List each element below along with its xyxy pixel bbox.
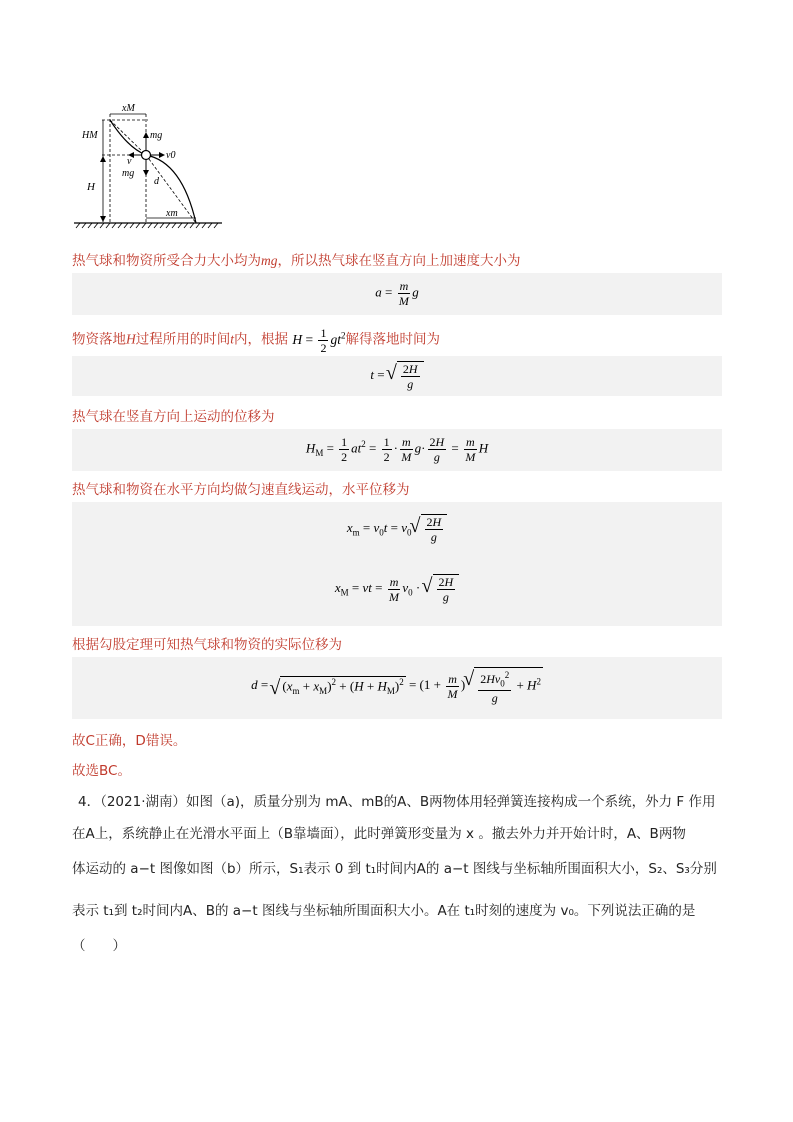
label-v: v xyxy=(127,156,132,167)
label-v0: v0 xyxy=(166,150,176,161)
equation-box-5 xyxy=(72,657,722,719)
text-line-6: 故C正确，D错误。 xyxy=(72,733,187,749)
question-4-line-1: 4．（2021·湖南）如图（a)，质量分别为 mA、mB的A、B两物体用轻弹簧连接构成一个系统，外力 F 作用 xyxy=(78,794,716,810)
text-line-1: 热气球和物资所受合力大小均为mg，所以热气球在竖直方向上加速度大小为 xyxy=(72,253,521,269)
question-4-line-4: 表示 t₁到 t₂时间内A、B的 a−t 图线与坐标轴所围面积大小。A在 t₁时刻的速度为 v₀。下列说法正确的是 xyxy=(72,903,696,919)
label-xM: xM xyxy=(122,103,135,114)
text-line-5: 根据勾股定理可知热气球和物资的实际位移为 xyxy=(72,637,342,653)
equation-box-2 xyxy=(72,356,722,396)
label-xm: xm xyxy=(166,208,178,219)
question-4-line-2: 在A上，系统静止在光滑水平面上（B靠墙面），此时弹簧形变量为 x 。撤去外力并开始计时，A、B两物 xyxy=(72,826,686,842)
text-line-7: 故选BC。 xyxy=(72,763,131,779)
text-line-4: 热气球和物资在水平方向均做匀速直线运动，水平位移为 xyxy=(72,482,410,498)
label-H: H xyxy=(87,181,95,193)
text-line-2: 物资落地H过程所用的时间t内，根据 H = $\frac{1}{2}$ $gt^2$解得落地时间为 xyxy=(72,325,440,355)
text-line-3: 热气球在竖直方向上运动的位移为 xyxy=(72,409,275,425)
equation-t: t = √ $\frac{2H}{g}$ xyxy=(72,361,722,391)
label-mg-top: mg xyxy=(150,130,163,141)
equation-box-3 xyxy=(72,429,722,471)
equation-HM: $H_M$ = $\frac{1}{2}$ $at^2$ = $\frac{1}{2}$ · $\frac{m}{M}$ g· $\frac{2H}{g}$ = $\frac{m}{M}$ H xyxy=(305,435,489,464)
equation-xm: $x_m = v_0t = v_0$ √ $\frac{2H}{g}$ xyxy=(72,514,722,544)
physics-figure xyxy=(70,100,260,232)
equation-box-1 xyxy=(72,273,722,315)
label-mg-bottom: mg xyxy=(122,168,135,179)
label-d: d xyxy=(154,176,159,187)
question-4-line-3: 体运动的 a−t 图像如图（b）所示，S₁表示 0 到 t₁时间内A的 a−t 图线与坐标轴所围面积大小，S₂、S₃分别 xyxy=(72,861,717,877)
equation-d: d = √ $(x_m + x_M)^2 + (H + H_M)^2 = (1$ + $\frac{m}{M}$ ) √ $\frac{2Hv_0^2}{g}$ + $H^2$ xyxy=(72,667,722,705)
label-HM: HM xyxy=(82,130,98,141)
equation-xM: $x_M$ = vt = $\frac{m}{M}$ $v_0$ · √ $\frac{2H}{g}$ xyxy=(72,574,722,604)
equation-box-4 xyxy=(72,502,722,626)
balloon-trajectory-diagram xyxy=(70,100,260,232)
equation-a: a = $\frac{m}{M}$ g xyxy=(375,279,419,308)
question-4-line-5: （ ） xyxy=(72,938,126,954)
